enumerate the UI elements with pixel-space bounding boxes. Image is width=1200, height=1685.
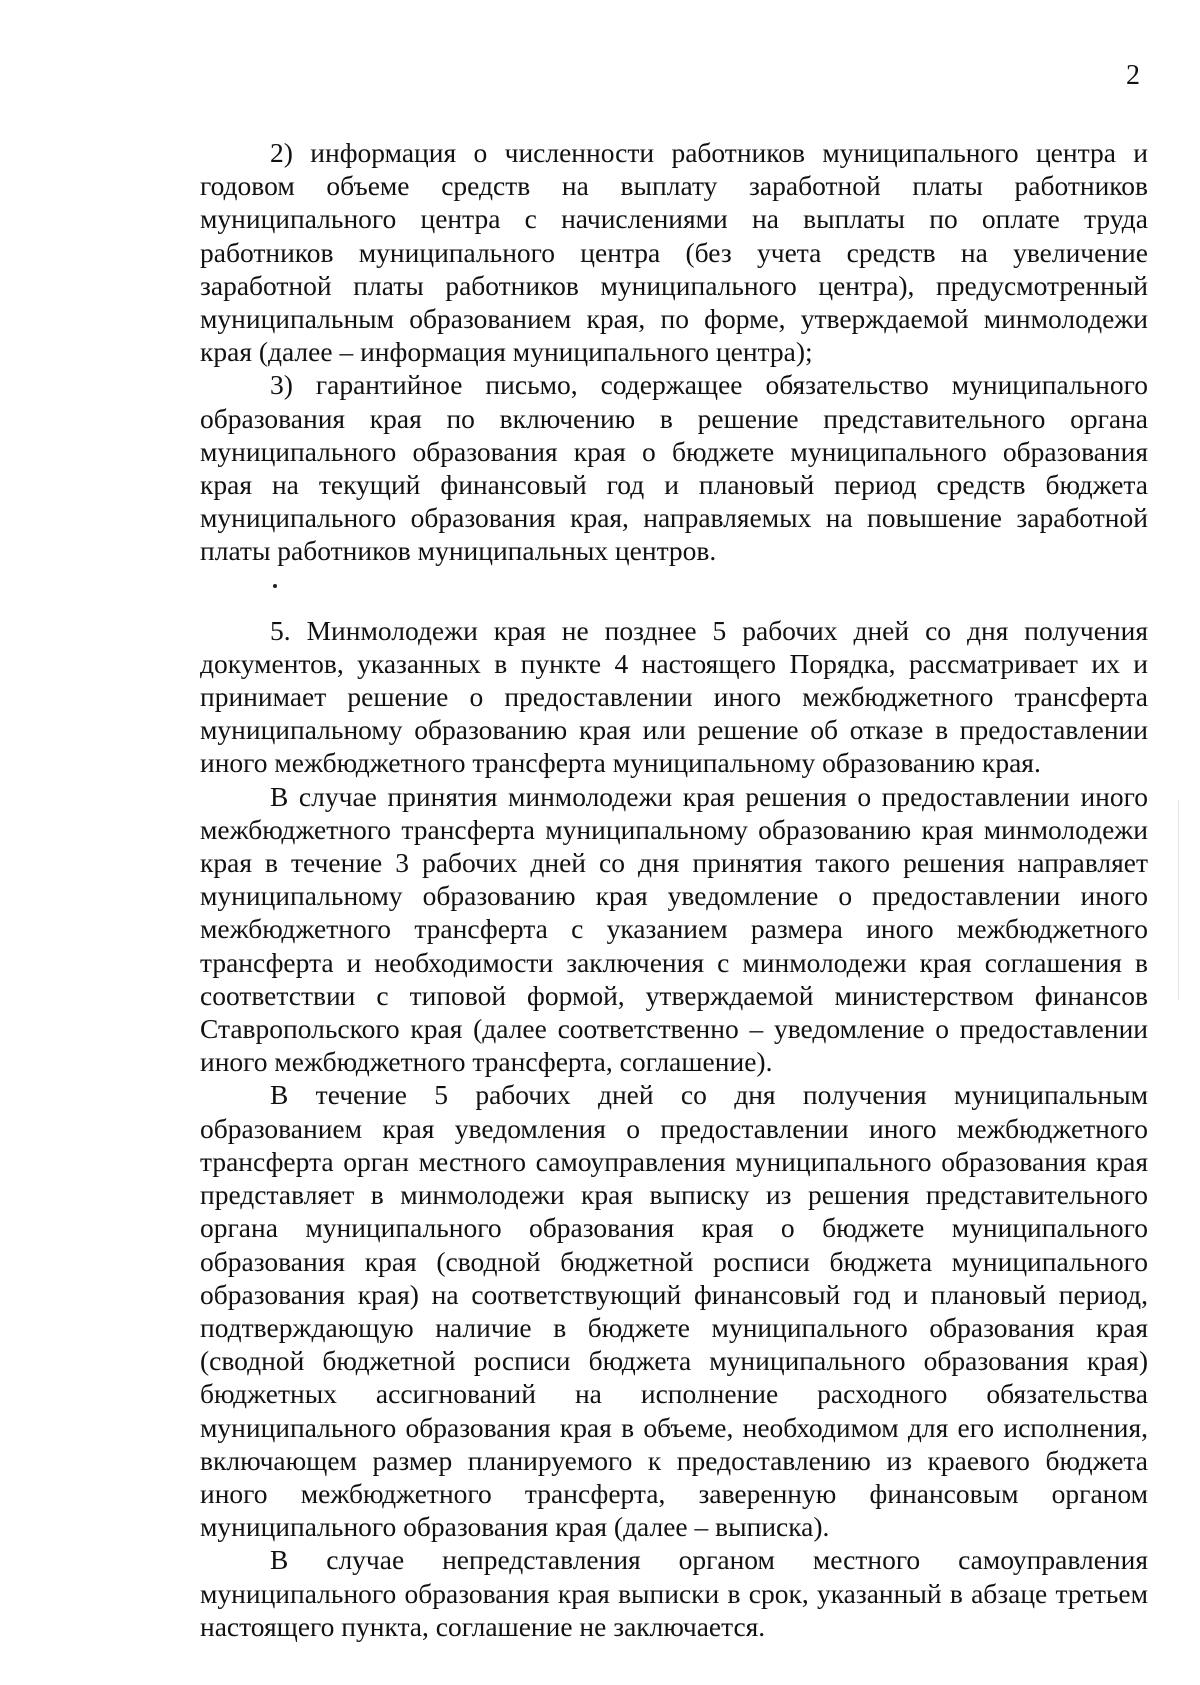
scan-speck — [273, 584, 277, 588]
paragraph-clause-5-second: В случае принятия минмолодежи края решения о предоставлении иного межбюджетного трансферта муниципальному образованию края минмолодежи края в течение 3 рабочих дней со дня принятия такого решения направляет муниципальному образованию края уведомление о предоставлении иного межбюджетного трансферта с указанием размера иного межбюджетного трансферта и необходимости заключения с минмолодежи края соглашения в соответствии с типовой формой, утверждаемой министерством финансов Ставропольского края (далее соответственно – уведомление о предоставлении иного межбюджетного трансферта, соглашение). — [200, 780, 1148, 1078]
scan-artifact-line — [1178, 800, 1179, 1000]
paragraph-item-3: 3) гарантийное письмо, содержащее обязательство муниципального образования края по включению в решение представительного органа муниципального образования края о бюджете муниципального образования края на текущий финансовый год и плановый период средств бюджета муниципального образования края, направляемых на повышение заработной платы работников муниципальных центров. — [200, 369, 1148, 567]
page-number: 2 — [1126, 60, 1140, 91]
paragraph-clause-5: 5. Минмолодежи края не позднее 5 рабочих дней со дня получения документов, указанных в пункте 4 настоящего Порядка, рассматривает их и принимает решение о предоставлении иного межбюджетного трансферта муниципальному образованию края или решение об отказе в предоставлении иного межбюджетного трансферта муниципальному образованию края. — [200, 614, 1148, 779]
document-body — [200, 136, 1148, 1643]
paragraph-clause-5-fourth: В случае непредставления органом местного самоуправления муниципального образования края выписки в срок, указанный в абзаце третьем настоящего пункта, соглашение не заключается. — [200, 1544, 1148, 1642]
paragraph-item-2: 2) информация о численности работников муниципального центра и годовом объеме средств на выплату заработной платы работников муниципального центра с начислениями на выплаты по оплате труда работников муниципального центра (без учета средств на увеличение заработной платы работников муниципального центра), предусмотренный муниципальным образованием края, по форме, утверждаемой минмолодежи края (далее – информация муниципального центра); — [200, 137, 1148, 368]
paragraph-clause-5-third: В течение 5 рабочих дней со дня получения муниципальным образованием края уведомления о предоставлении иного межбюджетного трансферта орган местного самоуправления муниципального образования края представляет в минмолодежи края выписку из решения представительного органа муниципального образования края о бюджете муниципального образования края (сводной бюджетной росписи бюджета муниципального образования края) на соответствующий финансовый год и плановый период, подтверждающую наличие в бюджете муниципального образования края (сводной бюджетной росписи бюджета муниципального образования края) бюджетных ассигнований на исполнение расходного обязательства муниципального образования края в объеме, необходимом для его исполнения, включающем размер планируемого к предоставлению из краевого бюджета иного межбюджетного трансферта, заверенную финансовым органом муниципального образования края (далее – выписка). — [200, 1079, 1148, 1543]
